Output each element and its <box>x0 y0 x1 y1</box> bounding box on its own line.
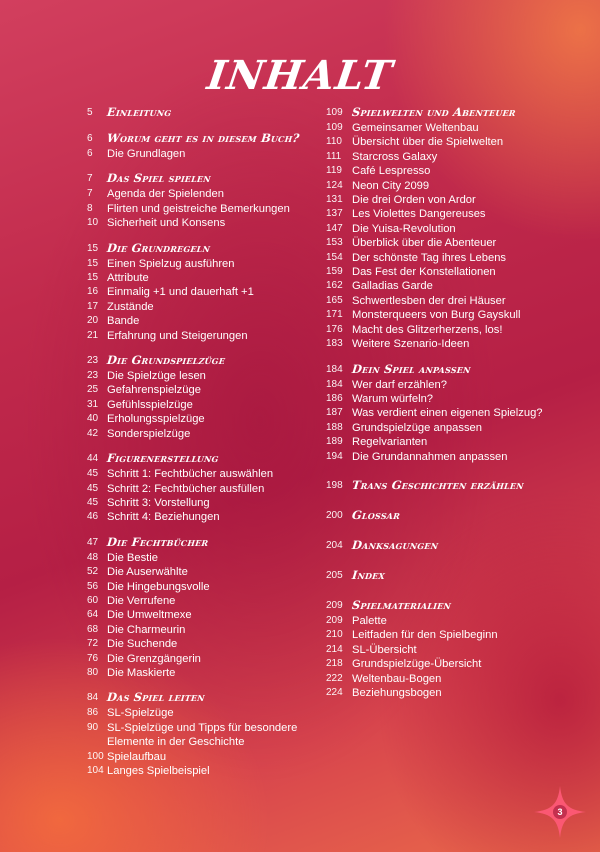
toc-entry[interactable] <box>81 706 311 720</box>
toc-entry[interactable] <box>81 637 311 651</box>
toc-entry[interactable] <box>326 435 566 449</box>
toc-entry[interactable] <box>81 383 311 397</box>
toc-page-number: 52 <box>87 566 99 578</box>
toc-entry[interactable] <box>81 467 311 481</box>
toc-page-number: 46 <box>87 511 99 523</box>
toc-entry[interactable] <box>326 222 566 236</box>
toc-page-number: 17 <box>87 300 99 312</box>
toc-entry[interactable] <box>81 369 311 383</box>
toc-entry[interactable] <box>326 308 566 322</box>
toc-entry-title: Gefahrenspielzüge <box>107 384 201 397</box>
toc-section-title: Trans Geschichten erzählen <box>351 477 525 492</box>
toc-section-entry[interactable] <box>326 507 566 524</box>
toc-page-number: 23 <box>87 355 99 367</box>
toc-page-number: 7 <box>87 173 93 185</box>
toc-entry[interactable] <box>326 406 566 420</box>
toc-entry[interactable] <box>81 750 311 764</box>
toc-page-number: 6 <box>87 148 93 159</box>
toc-section-entry[interactable] <box>326 477 566 494</box>
page-number: 3 <box>553 805 567 819</box>
toc-page-number: 159 <box>326 266 343 278</box>
toc-entry[interactable] <box>81 764 311 778</box>
toc-page-number: 109 <box>326 122 343 133</box>
toc-entry-title: Beziehungsbogen <box>352 686 442 699</box>
toc-entry-title: Spielaufbau <box>107 750 167 763</box>
toc-section-entry[interactable] <box>81 352 311 369</box>
toc-entry-title: Flirten und geistreiche Bemerkungen <box>107 202 290 215</box>
toc-entry[interactable] <box>326 121 566 135</box>
toc-entry-title: Neon City 2099 <box>352 179 430 192</box>
toc-entry[interactable] <box>326 279 566 293</box>
toc-entry-title: Weitere Szenario-Ideen <box>352 338 470 351</box>
toc-entry[interactable] <box>81 580 311 594</box>
toc-entry[interactable] <box>81 216 311 230</box>
toc-page-number: 162 <box>326 280 343 292</box>
toc-entry[interactable] <box>81 565 311 579</box>
toc-section-entry[interactable] <box>326 597 566 614</box>
toc-section-title: Glossar <box>351 507 401 522</box>
toc-page-number: 210 <box>326 629 343 641</box>
toc-page-number: 131 <box>326 194 343 206</box>
toc-page-number: 165 <box>326 294 343 306</box>
toc-entry[interactable] <box>81 412 311 426</box>
toc-page-number: 23 <box>87 370 99 382</box>
toc-entry-title: Die Maskierte <box>107 666 176 679</box>
toc-section-entry[interactable] <box>81 240 311 257</box>
toc-entry-title: Les Violettes Dangereuses <box>352 208 486 221</box>
toc-entry-title: Der schönste Tag ihres Lebens <box>352 251 507 264</box>
toc-page-number: 100 <box>87 750 104 762</box>
toc-page-number: 110 <box>326 136 342 148</box>
toc-entry-title: Schritt 2: Fechtbücher ausfüllen <box>107 482 265 495</box>
toc-page-number: 64 <box>87 609 99 621</box>
toc-entry-title: Schritt 3: Vorstellung <box>107 496 210 509</box>
toc-entry[interactable] <box>326 614 566 628</box>
toc-page-number: 184 <box>326 378 343 390</box>
toc-entry-title: Die Spielzüge lesen <box>107 370 206 383</box>
toc-entry[interactable] <box>81 666 311 680</box>
toc-entry-title: Erfahrung und Steigerungen <box>107 329 248 342</box>
toc-section-title: Spielwelten und Abenteuer <box>351 105 517 119</box>
toc-entry-title: Das Fest der Konstellationen <box>352 266 496 279</box>
toc-page-number: 86 <box>87 707 99 719</box>
toc-entry[interactable] <box>326 265 566 279</box>
toc-entry[interactable] <box>81 608 311 622</box>
toc-entry[interactable] <box>326 164 566 178</box>
toc-entry[interactable] <box>81 427 311 441</box>
toc-page-number: 218 <box>326 658 343 670</box>
toc-entry[interactable] <box>81 285 311 299</box>
toc-entry-title: Die Grundlagen <box>107 148 186 160</box>
toc-page-number: 42 <box>87 427 99 439</box>
toc-entry[interactable] <box>81 257 311 271</box>
toc-left-column <box>81 104 311 778</box>
toc-entry[interactable] <box>81 329 311 343</box>
toc-page-number: 5 <box>87 107 93 118</box>
toc-entry[interactable] <box>326 628 566 642</box>
toc-entry-title: Café Lespresso <box>352 165 431 178</box>
toc-entry-title: Attribute <box>107 272 149 285</box>
toc-entry-title: SL-Spielzüge und Tipps für besondere Elemente in der Geschichte <box>107 721 298 749</box>
toc-page-number: 104 <box>87 765 104 776</box>
toc-entry-title: Schwertlesben der drei Häuser <box>352 294 506 307</box>
toc-page-number: 80 <box>87 666 99 678</box>
toc-entry-title: Einmalig +1 und dauerhaft +1 <box>107 286 254 299</box>
toc-page-number: 8 <box>87 202 93 214</box>
toc-entry[interactable] <box>326 323 566 337</box>
toc-page-number: 15 <box>87 272 99 284</box>
page-title: INHALT <box>204 52 396 99</box>
toc-page-number: 20 <box>87 315 99 327</box>
toc-page-number: 84 <box>87 692 99 704</box>
toc-page-number: 153 <box>326 237 343 249</box>
toc-entry[interactable] <box>326 672 566 686</box>
toc-entry[interactable] <box>326 135 566 149</box>
toc-entry-title: Grundspielzüge anpassen <box>352 421 482 434</box>
toc-section-title: Figurenerstellung <box>106 451 220 466</box>
toc-entry[interactable] <box>326 421 566 435</box>
toc-entry[interactable] <box>326 450 566 464</box>
toc-page-number: 214 <box>326 643 343 655</box>
toc-page-number: 188 <box>326 421 343 433</box>
toc-entry-title: Erholungsspielzüge <box>107 413 205 426</box>
toc-entry-title: Langes Spielbeispiel <box>107 765 210 777</box>
toc-entry[interactable] <box>81 652 311 666</box>
toc-entry-title: Überblick über die Abenteuer <box>352 237 497 250</box>
toc-page-number: 111 <box>326 150 342 162</box>
toc-page-number: 209 <box>326 614 343 626</box>
toc-page-number: 44 <box>87 453 99 465</box>
toc-page-number: 184 <box>326 363 343 375</box>
toc-entry-title: Weltenbau-Bogen <box>352 672 442 685</box>
toc-entry[interactable] <box>326 686 566 700</box>
toc-section-title: Index <box>351 567 386 582</box>
toc-page-number: 176 <box>326 323 343 335</box>
toc-section-title: Dein Spiel anpassen <box>351 361 472 376</box>
toc-entry-title: Übersicht über die Spielwelten <box>352 136 504 149</box>
toc-entry-title: Agenda der Spielenden <box>107 188 224 201</box>
toc-page-number: 76 <box>87 652 99 664</box>
toc-page-number: 222 <box>326 672 343 684</box>
toc-page-number: 10 <box>87 217 99 229</box>
toc-entry[interactable] <box>81 314 311 328</box>
toc-section-title: Einleitung <box>106 105 173 119</box>
toc-entry-title: Macht des Glitzerherzens, los! <box>352 323 503 336</box>
toc-entry[interactable] <box>81 398 311 412</box>
toc-section-entry[interactable] <box>81 534 311 551</box>
toc-entry-title: Palette <box>352 614 387 627</box>
toc-section-entry[interactable] <box>81 104 311 121</box>
toc-entry-title: Die Grenzgängerin <box>107 652 201 665</box>
toc-section-entry[interactable] <box>81 170 311 187</box>
toc-section-title: Spielmaterialien <box>351 597 452 612</box>
toc-entry-title: Schritt 1: Fechtbücher auswählen <box>107 468 274 481</box>
toc-page-number: 194 <box>326 450 343 462</box>
toc-page-number: 189 <box>326 436 343 448</box>
toc-entry-title: Schritt 4: Beziehungen <box>107 511 220 524</box>
toc-section-entry[interactable] <box>326 361 566 378</box>
toc-entry-title: Die Grundannahmen anpassen <box>352 450 508 463</box>
toc-page-number: 183 <box>326 338 343 350</box>
toc-page-number: 186 <box>326 392 343 404</box>
toc-page-number: 154 <box>326 251 343 263</box>
toc-entry-title: Die drei Orden von Ardor <box>352 194 476 207</box>
toc-entry[interactable] <box>326 150 566 164</box>
toc-page-number: 45 <box>87 496 99 508</box>
toc-entry[interactable] <box>81 271 311 285</box>
toc-entry-title: Die Yuisa-Revolution <box>352 222 456 235</box>
toc-page-number: 205 <box>326 569 343 581</box>
toc-page-number: 187 <box>326 407 343 419</box>
toc-page-number: 60 <box>87 594 99 606</box>
toc-entry-title: Starcross Galaxy <box>352 150 438 163</box>
toc-entry-title: Gefühlsspielzüge <box>107 398 193 411</box>
toc-page-number: 109 <box>326 107 343 118</box>
toc-page-number: 204 <box>326 539 343 551</box>
toc-entry[interactable] <box>81 551 311 565</box>
toc-entry[interactable] <box>81 510 311 524</box>
toc-entry[interactable] <box>81 482 311 496</box>
toc-section-title: Danksagungen <box>351 537 439 552</box>
toc-page-number: 48 <box>87 551 99 563</box>
toc-entry-title: SL-Übersicht <box>352 643 417 656</box>
toc-entry[interactable] <box>326 179 566 193</box>
toc-entry-title: Die Verrufene <box>107 594 176 607</box>
toc-section-entry[interactable] <box>326 537 566 554</box>
toc-section-entry[interactable] <box>81 689 311 706</box>
toc-entry-title: SL-Spielzüge <box>107 707 174 720</box>
toc-page-number: 209 <box>326 599 343 611</box>
toc-section-title: Das Spiel spielen <box>106 171 212 186</box>
toc-page-number: 137 <box>326 208 343 220</box>
toc-entry-title: Was verdient einen eigenen Spielzug? <box>352 407 543 420</box>
toc-right-column <box>326 104 566 700</box>
toc-page-number: 47 <box>87 536 99 548</box>
toc-entry[interactable] <box>326 392 566 406</box>
toc-section-title: Worum geht es in diesem Buch? <box>106 131 301 145</box>
toc-entry-title: Warum würfeln? <box>352 392 434 405</box>
toc-page-number: 200 <box>326 509 343 521</box>
toc-section-entry[interactable] <box>81 130 311 147</box>
toc-page-number: 68 <box>87 623 99 635</box>
toc-section-title: Die Grundregeln <box>106 240 211 255</box>
toc-entry-title: Grundspielzüge-Übersicht <box>352 658 482 671</box>
toc-entry[interactable] <box>326 236 566 250</box>
toc-entry[interactable] <box>81 147 311 161</box>
toc-page-number: 198 <box>326 479 343 491</box>
toc-entry[interactable] <box>326 193 566 207</box>
toc-page-number: 31 <box>87 398 99 410</box>
toc-entry-title: Bande <box>107 315 140 328</box>
toc-page-number: 171 <box>326 309 343 321</box>
toc-entry[interactable] <box>326 251 566 265</box>
toc-entry-title: Zustände <box>107 300 154 313</box>
toc-section-entry[interactable] <box>326 104 566 121</box>
toc-entry[interactable] <box>81 721 311 750</box>
toc-entry-title: Leitfaden für den Spielbeginn <box>352 629 498 642</box>
toc-page-number: 147 <box>326 222 343 234</box>
toc-page-number: 6 <box>87 133 93 144</box>
toc-entry-title: Sonderspielzüge <box>107 427 191 440</box>
toc-entry[interactable] <box>326 657 566 671</box>
toc-entry-title: Die Charmeurin <box>107 623 186 636</box>
toc-section-title: Die Grundspielzüge <box>106 353 226 368</box>
toc-entry-title: Sicherheit und Konsens <box>107 217 226 230</box>
toc-page-number: 119 <box>326 165 342 177</box>
toc-entry-title: Die Suchende <box>107 638 178 651</box>
toc-entry-title: Die Umweltmexe <box>107 609 192 622</box>
toc-entry[interactable] <box>326 294 566 308</box>
toc-page-number: 25 <box>87 384 99 396</box>
toc-entry-title: Die Bestie <box>107 551 158 564</box>
toc-entry[interactable] <box>81 623 311 637</box>
toc-entry[interactable] <box>81 300 311 314</box>
toc-page-number: 224 <box>326 686 343 698</box>
toc-page-number: 124 <box>326 179 343 191</box>
toc-page-number: 16 <box>87 286 99 298</box>
toc-entry-title: Monsterqueers von Burg Gayskull <box>352 309 521 322</box>
toc-entry[interactable] <box>326 378 566 392</box>
toc-entry-title: Einen Spielzug ausführen <box>107 257 235 270</box>
toc-page-number: 15 <box>87 242 99 254</box>
toc-entry[interactable] <box>326 337 566 351</box>
toc-section-title: Das Spiel leiten <box>106 690 206 705</box>
toc-page-number: 90 <box>87 721 99 733</box>
toc-page-number: 45 <box>87 468 99 480</box>
toc-section-title: Die Fechtbücher <box>106 534 210 549</box>
toc-entry-title: Galladias Garde <box>352 280 433 293</box>
toc-entry[interactable] <box>81 202 311 216</box>
toc-page-number: 45 <box>87 482 99 494</box>
toc-section-entry[interactable] <box>81 450 311 467</box>
toc-entry-title: Gemeinsamer Weltenbau <box>352 122 479 134</box>
toc-entry[interactable] <box>326 207 566 221</box>
toc-page-number: 56 <box>87 580 99 592</box>
toc-page-number: 15 <box>87 257 99 269</box>
toc-entry-title: Wer darf erzählen? <box>352 378 447 391</box>
toc-entry-title: Regelvarianten <box>352 436 428 449</box>
toc-entry-title: Die Auserwählte <box>107 566 188 579</box>
toc-entry[interactable] <box>81 496 311 510</box>
toc-page-number: 21 <box>87 329 99 341</box>
toc-entry[interactable] <box>81 187 311 201</box>
toc-entry-title: Die Hingebungsvolle <box>107 580 210 593</box>
toc-page-number: 7 <box>87 188 93 200</box>
toc-section-entry[interactable] <box>326 567 566 584</box>
toc-page-number: 40 <box>87 413 99 425</box>
toc-entry[interactable] <box>326 643 566 657</box>
toc-page-number: 72 <box>87 638 99 650</box>
toc-entry[interactable] <box>81 594 311 608</box>
